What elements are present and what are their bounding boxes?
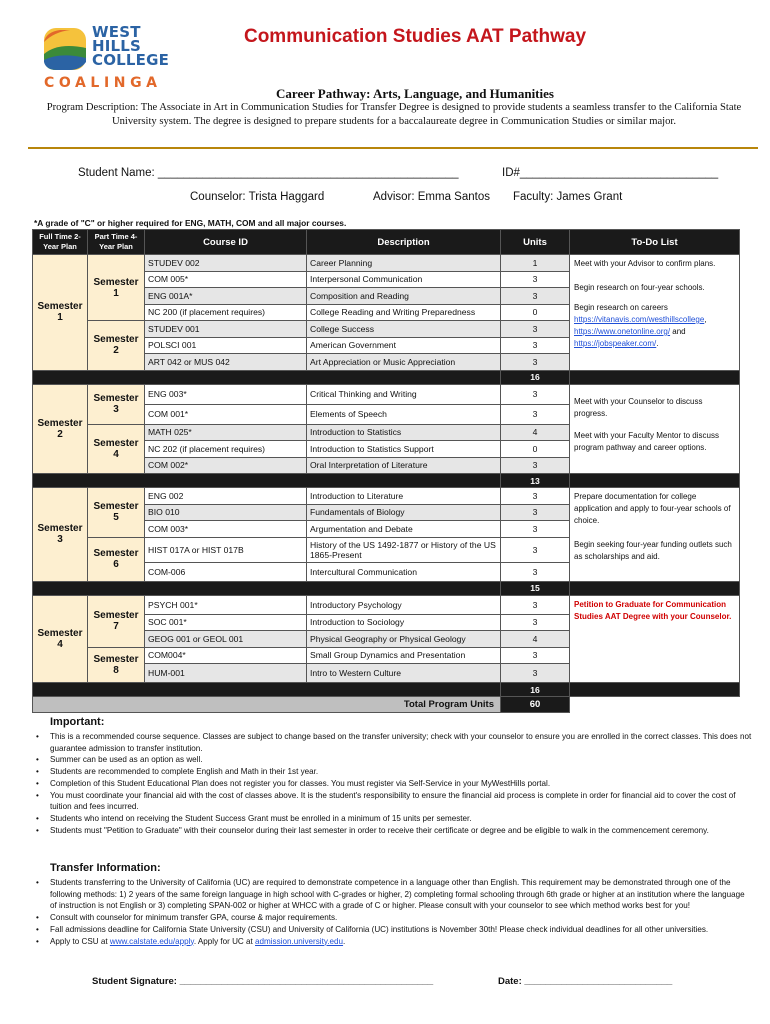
list-item: • Completion of this Student Educational Plan does not register you for classes. You must register via Self-Service in your MyWestHills portal. [36,778,752,790]
total-row-fill [570,683,740,697]
todo-semester-2 [570,384,740,474]
full-time-semester-1: Semester 1 [33,255,88,371]
petition-to-graduate-note: Petition to Graduate for Communication Studies AAT Degree with your Counselor. [574,599,732,621]
student-signature-field[interactable]: Student Signature: ________________________________________________ [92,976,434,987]
course-description: Composition and Reading [307,288,501,305]
course-id: ENG 001A* [145,288,307,305]
important-list [36,731,752,836]
logo-word-west: WEST [92,23,141,41]
course-id: STUDEV 001 [145,321,307,338]
table-header-row [33,230,740,255]
header-part-time: Part Time 4-Year Plan [88,230,145,255]
part-time-semester-1: Semester 1 [88,255,145,321]
course-id: ENG 003* [145,384,307,404]
logo-word-hills: HILLS [92,37,142,55]
course-description: Fundamentals of Biology [307,504,501,521]
course-id: ENG 002 [145,488,307,505]
course-units: 3 [501,595,570,614]
course-description: Elements of Speech [307,404,501,424]
course-units: 3 [501,562,570,581]
course-id: STUDEV 002 [145,255,307,272]
course-description: Career Planning [307,255,501,272]
course-id: ART 042 or MUS 042 [145,354,307,371]
course-id: HIST 017A or HIST 017B [145,537,307,562]
todo-item: Prepare documentation for college application and apply to four-year schools of choice. [574,492,731,525]
course-units: 3 [501,457,570,474]
course-units: 3 [501,647,570,664]
course-description: Intercultural Communication [307,562,501,581]
course-id: NC 200 (if placement requires) [145,304,307,321]
jobspeaker-link[interactable]: https://jobspeaker.com/ [574,339,657,348]
course-description: Argumentation and Debate [307,521,501,538]
counselor-label: Counselor: Trista Haggard [190,191,325,203]
course-description: Critical Thinking and Writing [307,384,501,404]
semester-1-total: 16 [501,370,570,384]
course-id: SOC 001* [145,614,307,631]
total-row-blank [570,697,740,713]
course-units: 3 [501,321,570,338]
part-time-semester-2: Semester 2 [88,321,145,371]
total-row-fill [33,370,501,384]
part-time-semester-6: Semester 6 [88,537,145,581]
todo-and-text: and [670,327,686,336]
list-item: • Students who intend on receiving the Student Success Grant must be enrolled in a minimum of 15 units per semester. [36,813,752,825]
apply-prefix: Apply to CSU at [50,936,110,946]
total-row-fill [570,581,740,595]
course-units: 0 [501,304,570,321]
semester-total-row [33,683,740,697]
table-row [33,595,740,614]
course-units: 3 [501,354,570,371]
course-id: COM 001* [145,404,307,424]
uc-admission-link[interactable]: admission.university.edu [255,936,344,946]
course-units: 0 [501,441,570,458]
course-description: Introduction to Literature [307,488,501,505]
course-description: Small Group Dynamics and Presentation [307,647,501,664]
total-program-units-label: Total Program Units [33,697,501,713]
part-time-semester-3: Semester 3 [88,384,145,424]
course-description: American Government [307,337,501,354]
course-id: PSYCH 001* [145,595,307,614]
course-description: Physical Geography or Physical Geology [307,631,501,648]
todo-item: Meet with your Counselor to discuss progress. [574,396,703,418]
course-id: POLSCI 001 [145,337,307,354]
todo-semester-3 [570,488,740,582]
header-divider [28,147,758,149]
course-units: 3 [501,288,570,305]
todo-item: Meet with your Faculty Mentor to discuss program pathway and career options. [574,430,719,452]
important-heading: Important: [50,716,105,728]
table-row [33,488,740,505]
course-description: Intro to Western Culture [307,664,501,683]
list-item: • Summer can be used as an option as well. [36,754,752,766]
semester-total-row [33,581,740,595]
course-units: 4 [501,424,570,441]
course-id: COM 005* [145,271,307,288]
header-course-id: Course ID [145,230,307,255]
pathway-table [32,229,740,713]
logo-word-college: COLLEGE [92,51,170,69]
todo-item: Meet with your Advisor to confirm plans. [574,259,716,268]
list-item: • Consult with counselor for minimum transfer GPA, course & major requirements. [36,912,752,924]
table-row [33,255,740,272]
course-description: Oral Interpretation of Literature [307,457,501,474]
transfer-heading: Transfer Information: [50,862,161,874]
total-row-fill [570,474,740,488]
todo-semester-4 [570,595,740,683]
program-description: Program Description: The Associate in Art in Communication Studies for Transfer Degree is designed to provide students a seamless transfer to the California State University system. The degree is designed to prepare students for a baccalaureate degree in Communication Studies or similar major. [46,102,742,127]
course-units: 3 [501,521,570,538]
course-id: COM 002* [145,457,307,474]
course-description: College Reading and Writing Preparedness [307,304,501,321]
logo-word-coalinga: COALINGA [44,75,162,91]
course-units: 3 [501,537,570,562]
course-description: History of the US 1492-1877 or History of the US 1865-Present [307,537,501,562]
total-row-fill [33,581,501,595]
date-field[interactable]: Date: ____________________________ [498,976,673,987]
page-title: Communication Studies AAT Pathway [243,26,587,47]
semester-total-row [33,474,740,488]
course-id: COM 003* [145,521,307,538]
onetonline-link[interactable]: https://www.onetonline.org/ [574,327,671,336]
program-total-row [33,697,740,713]
semester-2-total: 13 [501,474,570,488]
course-units: 3 [501,271,570,288]
todo-semester-1 [570,255,740,371]
course-id: HUM-001 [145,664,307,683]
course-units: 3 [501,404,570,424]
full-time-semester-3: Semester 3 [33,488,88,582]
course-id: BIO 010 [145,504,307,521]
list-item: • Fall admissions deadline for California State University (CSU) and University of California (UC) institutions is November 30th! Please check individual deadlines for all other universities. [36,924,752,936]
total-program-units-value: 60 [501,697,570,713]
course-id: MATH 025* [145,424,307,441]
course-description: College Success [307,321,501,338]
list-item: • Students must "Petition to Graduate" with their counselor during their last semester in order to receive their certificate or degree and be eligible to walk in the commencement ceremony. [36,825,752,837]
header-full-time: Full Time 2-Year Plan [33,230,88,255]
course-units: 3 [501,504,570,521]
course-description: Introduction to Statistics [307,424,501,441]
course-id: COM004* [145,647,307,664]
total-row-fill [570,370,740,384]
full-time-semester-2: Semester 2 [33,384,88,474]
course-units: 1 [501,255,570,272]
student-name-field[interactable]: Student Name: _______________________________________________ [78,167,459,179]
grade-requirement-note: *A grade of "C" or higher required for ENG, MATH, COM and all major courses. [34,218,347,228]
total-row-fill [33,474,501,488]
apply-mid: . Apply for UC at [193,936,256,946]
course-units: 3 [501,664,570,683]
advisor-label: Advisor: Emma Santos [373,191,490,203]
todo-item: Begin research on four-year schools. [574,283,705,292]
course-description: Introduction to Statistics Support [307,441,501,458]
course-units: 3 [501,337,570,354]
list-item: • You must coordinate your financial aid with the cost of classes above. It is the student's responsibility to ensure the financial aid process is complete in order for financial aid to cover the cost of tuition and fees incurred. [36,790,752,813]
part-time-semester-4: Semester 4 [88,424,145,474]
course-description: Introductory Psychology [307,595,501,614]
part-time-semester-7: Semester 7 [88,595,145,647]
course-description: Art Appreciation or Music Appreciation [307,354,501,371]
faculty-label: Faculty: James Grant [513,191,623,203]
apply-suffix: . [343,936,346,946]
part-time-semester-8: Semester 8 [88,647,145,683]
student-id-field[interactable]: ID#_______________________________ [502,167,719,179]
header-todo: To-Do List [570,230,740,255]
list-item: • Students are recommended to complete English and Math in their 1st year. [36,766,752,778]
course-description: Interpersonal Communication [307,271,501,288]
course-units: 3 [501,488,570,505]
semester-4-total: 16 [501,683,570,697]
career-pathway-subtitle: Career Pathway: Arts, Language, and Humanities [276,86,554,101]
table-row [33,384,740,404]
course-id: GEOG 001 or GEOL 001 [145,631,307,648]
todo-item: Begin research on careers https://vitanavis.com/westhillscollege, https://www.onetonline.org/ and https://jobspeaker.com/. [574,303,707,348]
course-units: 4 [501,631,570,648]
total-row-fill [33,683,501,697]
full-time-semester-4: Semester 4 [33,595,88,683]
course-id: COM-006 [145,562,307,581]
logo-emblem-icon [40,24,90,74]
course-description: Introduction to Sociology [307,614,501,631]
calstate-apply-link[interactable]: www.calstate.edu/apply [109,936,194,946]
semester-total-row [33,370,740,384]
list-item [36,936,752,948]
header-description: Description [307,230,501,255]
list-item: • Students transferring to the University of California (UC) are required to demonstrate competence in a language other than English. This requirement may be demonstrated through one of the following methods: 1) 2 years of the same foreign language in high school with C-grades or higher, 2) completing formal schooling through 6th grade or higher at an institution where the language of instruction is not English or 3) completing SPAN-002 or higher at WHCC with a grade of C or higher. Please consult with your counselor to see which method works best for you! [36,877,752,912]
list-item: • This is a recommended course sequence. Classes are subject to change based on the transfer university; check with your counselor to ensure you are enrolled in the correct classes. This does not guarantee admission to transfer institution. [36,731,752,754]
transfer-list [36,877,752,947]
vitanavis-link[interactable]: https://vitanavis.com/westhillscollege [574,315,705,324]
part-time-semester-5: Semester 5 [88,488,145,538]
header-units: Units [501,230,570,255]
todo-item-text: Begin research on careers [574,303,668,312]
course-id: NC 202 (if placement requires) [145,441,307,458]
course-units: 3 [501,614,570,631]
course-units: 3 [501,384,570,404]
todo-item: Begin seeking four-year funding outlets such as scholarships and aid. [574,540,732,561]
semester-3-total: 15 [501,581,570,595]
